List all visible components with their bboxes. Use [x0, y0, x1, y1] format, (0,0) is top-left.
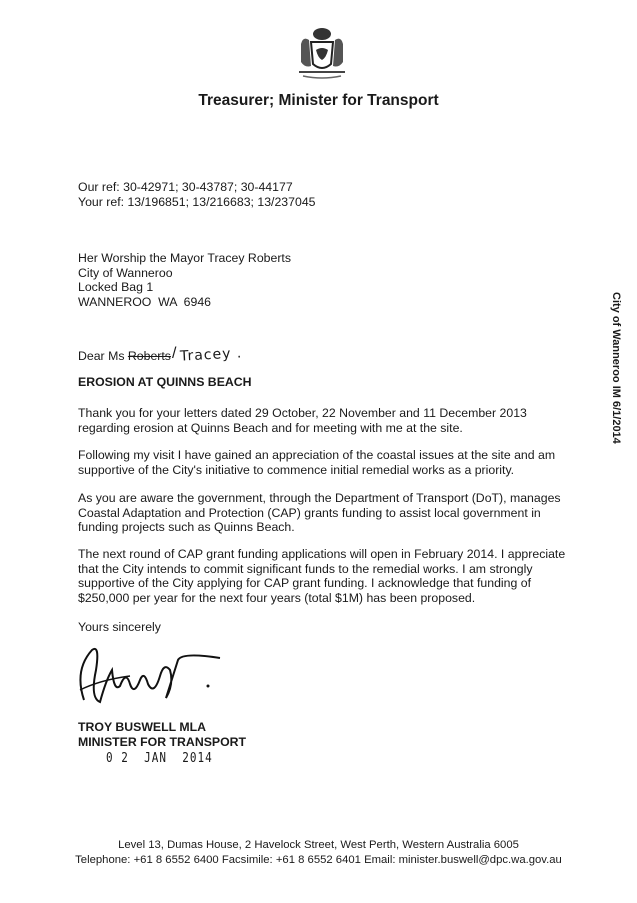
recipient-address — [78, 251, 291, 309]
body-paragraph: The next round of CAP grant funding applications will open in February 2014. I appreciate that the City intends to commit significant funds to the remedial works. I am strongly supportive of the City applying for CAP grant funding. I acknowledge that funding of $250,000 per year for the next four years (total $1M) has been proposed. — [78, 547, 566, 605]
address-line: WANNEROO WA 6946 — [78, 294, 212, 309]
body-paragraph: As you are aware the government, through the Department of Transport (DoT), manages Coastal Adaptation and Protection (CAP) grants funding to assist local government in funding projects such as Quinns Beach. — [78, 491, 561, 535]
body-paragraph: Following my visit I have gained an appreciation of the coastal issues at the site and am supportive of the City's initiative to commence initial remedial works as a priority. — [78, 448, 556, 477]
signatory-name: TROY BUSWELL MLA — [78, 720, 206, 734]
salutation-prefix: Dear Ms — [78, 349, 125, 363]
footer-contact: Telephone: +61 8 6552 6400 Facsimile: +61 8 6552 6401 Email: minister.buswell@dpc.wa.gov.au — [75, 853, 562, 866]
coat-of-arms-icon — [293, 22, 351, 80]
struck-surname: Roberts — [127, 349, 171, 363]
our-ref: Our ref: 30-42971; 30-43787; 30-44177 — [78, 180, 293, 194]
date-stamp: 0 2 JAN 2014 — [106, 750, 213, 766]
received-stamp — [603, 292, 629, 652]
subject-heading: EROSION AT QUINNS BEACH — [78, 375, 252, 389]
closing: Yours sincerely — [78, 620, 161, 634]
address-line: Her Worship the Mayor Tracey Roberts — [78, 251, 291, 265]
letterhead-title: Treasurer; Minister for Transport — [198, 92, 439, 109]
footer — [0, 838, 637, 867]
salutation — [78, 345, 243, 363]
address-line: City of Wanneroo — [78, 265, 173, 280]
reference-block — [78, 180, 316, 209]
your-ref: Your ref: 13/196851; 13/216683; 13/237045 — [78, 194, 316, 209]
address-line: Locked Bag 1 — [78, 280, 154, 295]
footer-address: Level 13, Dumas House, 2 Havelock Street, West Perth, Western Australia 6005 — [118, 839, 519, 851]
body-paragraph: Thank you for your letters dated 29 October, 22 November and 11 December 2013 regarding erosion at Quinns Beach and for meeting with me at the site. — [78, 406, 527, 435]
signature — [70, 640, 230, 720]
handwritten-first-name: Tracey . — [180, 345, 244, 365]
received-stamp-text: City of Wanneroo IM 6/1/2014 — [610, 292, 622, 444]
signatory-title: MINISTER FOR TRANSPORT — [78, 735, 247, 749]
signatory-block — [78, 720, 246, 750]
handwritten-slash: / — [171, 345, 177, 362]
